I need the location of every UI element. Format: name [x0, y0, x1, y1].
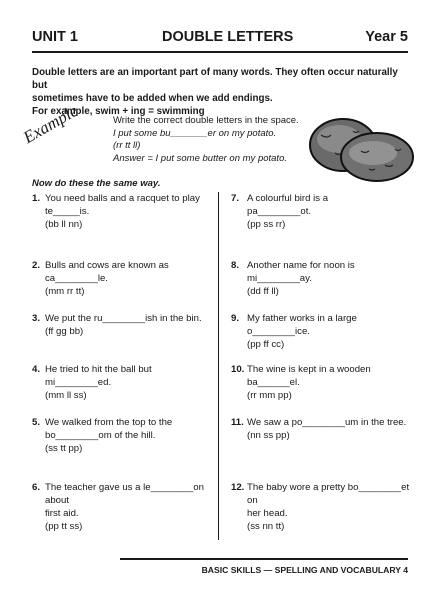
footer-rule: [120, 558, 408, 560]
question-options: (pp ff cc): [247, 339, 285, 350]
header-rule: [32, 51, 408, 53]
example-answer: Answer = I put some butter on my potato.: [113, 152, 287, 164]
unit-label: UNIT 1: [32, 29, 78, 45]
question-options: (pp tt ss): [45, 521, 83, 532]
question-number: 9.: [231, 313, 240, 324]
question-text: pa________ot.: [247, 206, 312, 217]
question-number: 12.: [231, 482, 245, 493]
question-text: Bulls and cows are known as ca________le.: [45, 260, 169, 284]
question-text: bo________om of the hill.: [45, 430, 156, 441]
example-instruction: Write the correct double letters in the space.: [113, 115, 299, 126]
question-text: We saw a po________um in the tree.: [247, 417, 407, 428]
question-text: Another name for noon is mi________ay.: [247, 260, 355, 284]
question-options: (ff gg bb): [45, 326, 84, 337]
question-text: her head.: [247, 508, 288, 519]
question-number: 11.: [231, 417, 244, 428]
question-options: (bb ll nn): [45, 219, 83, 230]
example-block: [113, 115, 313, 165]
question-options: (mm ll ss): [45, 390, 87, 401]
page-title: DOUBLE LETTERS: [162, 29, 294, 45]
question-number: 5.: [32, 417, 41, 428]
column-divider: [218, 192, 219, 540]
question-options: (ss nn tt): [247, 521, 285, 532]
page-footer: BASIC SKILLS — SPELLING AND VOCABULARY 4: [201, 565, 408, 575]
question-number: 6.: [32, 482, 41, 493]
intro-text: [32, 66, 412, 118]
question-number: 10.: [231, 364, 245, 375]
question-text: first aid.: [45, 508, 79, 519]
question-text: You need balls and a racquet to play: [45, 193, 200, 204]
example-label: Example: [20, 100, 82, 148]
example-options: (rr tt ll): [113, 140, 141, 151]
question-text: We put the ru________ish in the bin.: [45, 313, 202, 324]
question-text: He tried to hit the ball but mi________ed.: [45, 364, 152, 388]
question-text: The baby wore a pretty bo________et on: [247, 482, 410, 506]
question-text: My father works in a large o________ice.: [247, 313, 357, 337]
question-text: We walked from the top to the: [45, 417, 173, 428]
question-number: 4.: [32, 364, 41, 375]
instructions-heading: Now do these the same way.: [32, 178, 161, 189]
year-label: Year 5: [365, 29, 408, 45]
question-number: 3.: [32, 313, 41, 324]
question-number: 2.: [32, 260, 41, 271]
question-number: 1.: [32, 193, 41, 204]
question-options: (ss tt pp): [45, 443, 83, 454]
page-header: [32, 29, 408, 49]
question-text: te_____is.: [45, 206, 90, 217]
question-options: (mm rr tt): [45, 286, 85, 297]
potatoes-illustration: [305, 113, 417, 185]
question-options: (rr mm pp): [247, 390, 292, 401]
question-number: 8.: [231, 260, 240, 271]
question-options: (dd ff ll): [247, 286, 279, 297]
question-text: A colourful bird is a: [247, 193, 329, 204]
question-options: (pp ss rr): [247, 219, 286, 230]
question-text: The wine is kept in a wooden ba______el.: [247, 364, 371, 388]
intro-line-2: sometimes have to be added when we add endings.: [32, 93, 273, 104]
intro-line-1: Double letters are an important part of many words. They often occur naturally but: [32, 67, 398, 91]
example-sentence: I put some bu_______er on my potato.: [113, 127, 277, 139]
question-number: 7.: [231, 193, 240, 204]
question-text: The teacher gave us a le________on about: [45, 482, 204, 506]
intro-line-3: For example, swim + ing = swimming: [32, 106, 205, 117]
question-options: (nn ss pp): [247, 430, 290, 441]
